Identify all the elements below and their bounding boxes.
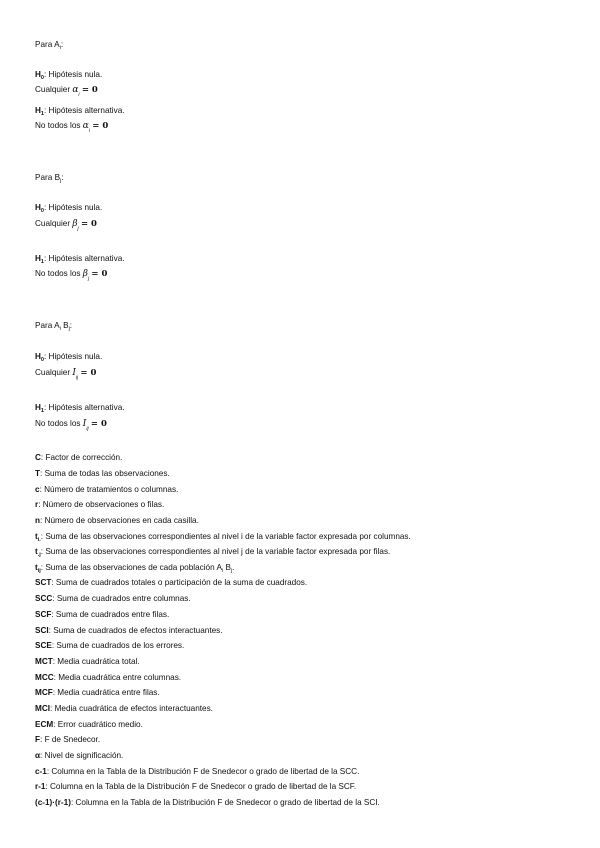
section-b-h0: $H_0$: Hipótesis nula. [35, 203, 103, 214]
section-b-h1: $H_1$: Hipótesis alternativa. [35, 254, 125, 265]
glossary-item-mci: MCI: Media cuadrática de efectos interactuantes. [35, 704, 213, 713]
section-a-h1-condition: No todos los $\alpha_i = 0$ [35, 121, 109, 134]
glossary-item-sct: SCT: Suma de cuadrados totales o participación de la suma de cuadrados. [35, 578, 308, 587]
glossary-item-ecm: ECM: Error cuadrático medio. [35, 720, 143, 729]
glossary-item-scc: SCC: Suma de cuadrados entre columnas. [35, 594, 191, 603]
glossary-item-alpha: α: Nivel de significación. [35, 751, 124, 760]
glossary-item-r-minus-1: r-1: Columna en la Tabla de la Distribución F de Snedecor o grado de libertad de la SCF. [35, 782, 357, 791]
glossary-item-sci: SCI: Suma de cuadrados de efectos interactuantes. [35, 626, 223, 635]
section-a-h1: $H_1$: Hipótesis alternativa. [35, 106, 125, 117]
section-ab-h0-condition: Cualquier $I_{ij} = 0$ [35, 368, 97, 381]
glossary-item-c-minus-1: c-1: Columna en la Tabla de la Distribución F de Snedecor o grado de libertad de la SCC. [35, 767, 360, 776]
glossary-item-c: C: Factor de corrección. [35, 453, 123, 462]
glossary-item-mcf: MCF: Media cuadrática entre filas. [35, 688, 160, 697]
section-b-heading: Para $B_j$: [35, 173, 64, 184]
glossary-item-mcc: MCC: Media cuadrática entre columnas. [35, 673, 182, 682]
section-ab-h1: $H_1$: Hipótesis alternativa. [35, 403, 125, 414]
glossary-item-f: F: F de Snedecor. [35, 735, 101, 744]
section-a-h0-condition: Cualquier $\alpha_i = 0$ [35, 85, 98, 98]
section-ab-heading: Para $A_i$ $B_j$: [35, 321, 73, 332]
glossary-item-c-lower: c: Número de tratamientos o columnas. [35, 485, 179, 494]
glossary-item-t-j: $t_{.j}$: Suma de las observaciones correspondientes al nivel j de la variable factor expresada por filas. [35, 547, 391, 558]
glossary-item-mct: MCT: Media cuadrática total. [35, 657, 140, 666]
section-a-h0: $H_0$: Hipótesis nula. [35, 70, 103, 81]
section-ab-h0: $H_0$: Hipótesis nula. [35, 352, 103, 363]
section-ab-h1-condition: No todos los $I_{ij} = 0$ [35, 419, 107, 432]
glossary-item-t-ij: $t_{ij}$: Suma de las observaciones de cada población $A_i$ $B_j$. [35, 563, 235, 574]
glossary-item-sce: SCE: Suma de cuadrados de los errores. [35, 641, 185, 650]
section-a-heading: Para $A_i$: [35, 40, 64, 51]
section-b-h1-condition: No todos los $\beta_j = 0$ [35, 269, 108, 282]
glossary-item-n: n: Número de observaciones en cada casilla. [35, 516, 199, 525]
glossary-item-scf: SCF: Suma de cuadrados entre filas. [35, 610, 170, 619]
glossary-item-r: r: Número de observaciones o filas. [35, 500, 165, 509]
glossary-item-t-i: $t_{i.}$: Suma de las observaciones correspondientes al nivel i de la variable factor expresada por columnas. [35, 532, 411, 543]
section-b-h0-condition: Cualquier $\beta_j = 0$ [35, 219, 97, 232]
glossary-item-c-r-product: (c-1)·(r-1): Columna en la Tabla de la Distribución F de Snedecor o grado de libertad de la SCI. [35, 798, 380, 807]
glossary-item-t: T: Suma de todas las observaciones. [35, 469, 170, 478]
